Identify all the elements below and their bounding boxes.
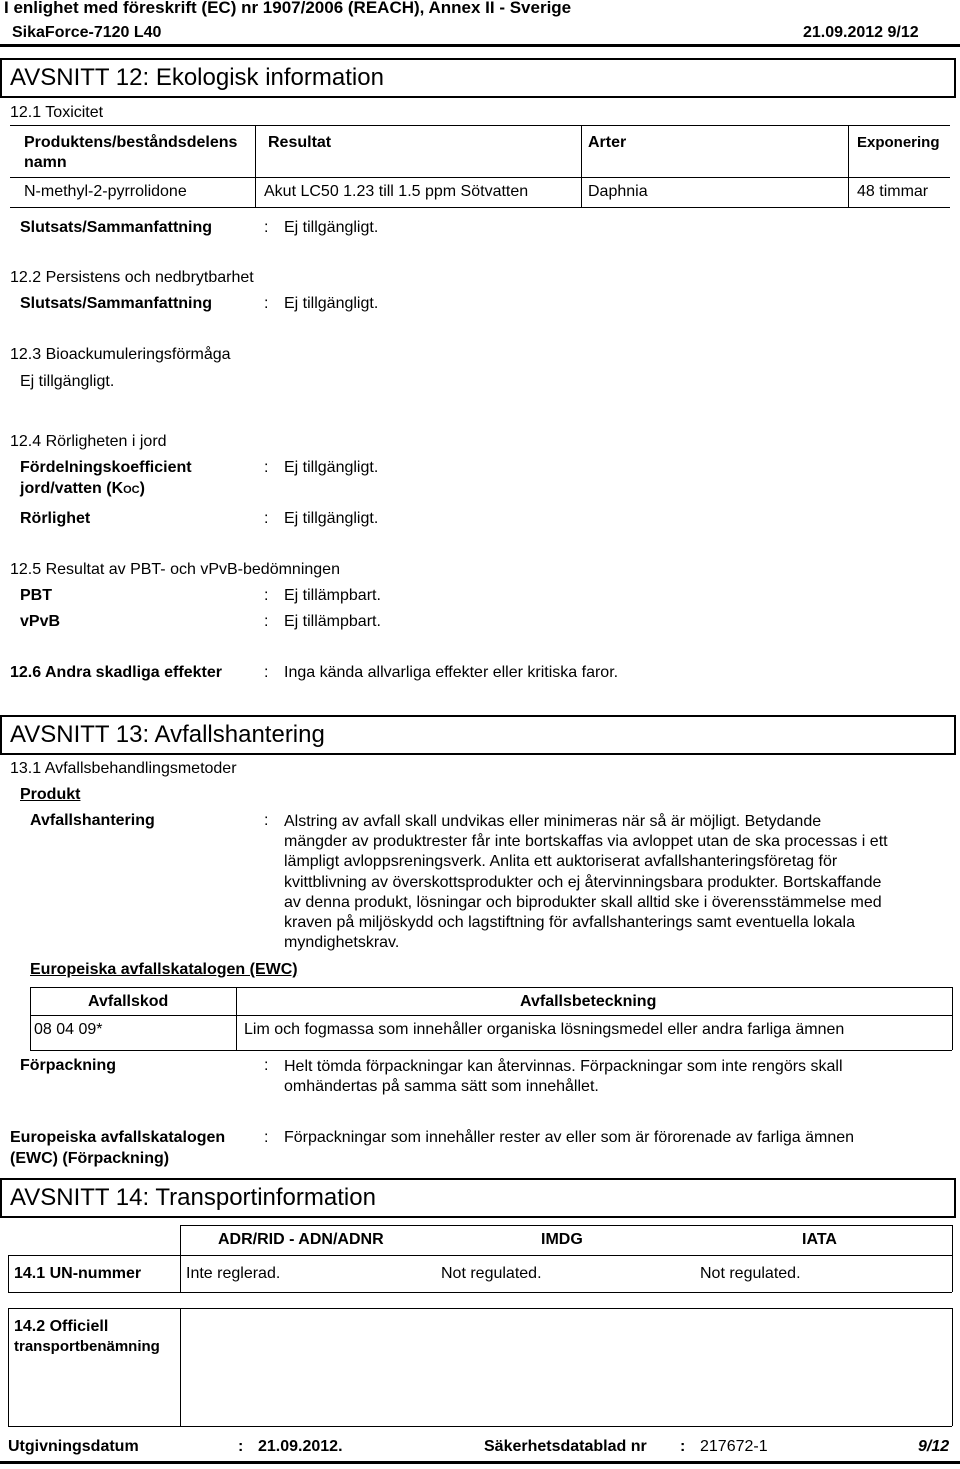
section-13-title: AVSNITT 13: Avfallshantering: [10, 721, 325, 748]
colon: :: [264, 1057, 269, 1074]
mobility-heading: 12.4 Rörligheten i jord: [10, 433, 167, 450]
vpvb-label: vPvB: [20, 613, 61, 630]
footer-rule: [0, 1461, 960, 1464]
cell-result: Akut LC50 1.23 till 1.5 ppm Sötvatten: [264, 183, 529, 200]
header-rule: [0, 44, 960, 47]
tox-summary-label: Slutsats/Sammanfattning: [20, 219, 213, 236]
col-name-2: namn: [24, 154, 67, 171]
transport-col-iata: IATA: [802, 1231, 837, 1248]
section-12-banner: [0, 58, 956, 98]
product-subheading: Produkt: [20, 786, 81, 803]
vpvb-value: Ej tillämpbart.: [284, 613, 381, 630]
disposal-line: lämpligt avloppsreningsverk. Anlita ett auktoriserat avfallshanteringsföretag för: [284, 853, 838, 871]
colon: :: [238, 1438, 244, 1455]
koc-label-line1: Fördelningskoefficient: [20, 459, 192, 476]
colon: :: [680, 1438, 686, 1455]
sds-number: 217672-1: [700, 1438, 768, 1455]
cell-exposure: 48 timmar: [857, 183, 929, 200]
ewc-code: 08 04 09*: [34, 1021, 103, 1038]
ewc-packaging-value: Förpackningar som innehåller rester av eller som är förorenade av farliga ämnen: [284, 1129, 855, 1146]
shipping-name-label-2: transportbenämning: [14, 1338, 160, 1355]
ewc-packaging-label-2: (EWC) (Förpackning): [10, 1150, 170, 1167]
col-species: Arter: [588, 134, 627, 151]
packaging-label: Förpackning: [20, 1057, 117, 1074]
disposal-line: kraven på miljöskydd och lagstiftning för avfallshanterings samt eventuella lokala: [284, 914, 855, 932]
shipping-name-label-1: 14.2 Officiell: [14, 1318, 109, 1335]
pbt-value: Ej tillämpbart.: [284, 587, 381, 604]
pbt-label: PBT: [20, 587, 52, 604]
packaging-line: omhändertas på samma sätt som innehållet.: [284, 1078, 599, 1096]
bioaccum-heading: 12.3 Bioackumuleringsförmåga: [10, 346, 231, 363]
colon: :: [264, 459, 269, 476]
ewc-col-code: Avfallskod: [88, 993, 169, 1010]
colon: :: [264, 219, 269, 236]
disposal-line: mängder av produktrester får inte bortskaffas via avloppet utan de ska processas i ett: [284, 833, 888, 851]
un-imdg-value: Not regulated.: [441, 1265, 542, 1282]
tox-summary-value: Ej tillgängligt.: [284, 219, 379, 236]
mobility-value: Ej tillgängligt.: [284, 510, 379, 527]
col-exposure: Exponering: [857, 134, 940, 151]
persistence-value: Ej tillgängligt.: [284, 295, 379, 312]
footer-page: 9/12: [918, 1438, 950, 1455]
section-14-title: AVSNITT 14: Transportinformation: [10, 1184, 376, 1211]
disposal-line: av denna produkt, lösningar och biprodukter skall alltid ske i överensstämmelse med: [284, 893, 882, 911]
pbt-heading: 12.5 Resultat av PBT- och vPvB-bedömningen: [10, 561, 340, 578]
disposal-text: [284, 812, 952, 953]
disposal-label: Avfallshantering: [30, 812, 155, 829]
un-adr-value: Inte reglerad.: [186, 1265, 281, 1282]
colon: :: [264, 510, 269, 527]
product-name: SikaForce-7120 L40: [12, 24, 162, 41]
ewc-col-desc: Avfallsbeteckning: [520, 993, 657, 1010]
colon: :: [264, 1129, 269, 1146]
disposal-line: myndighetskrav.: [284, 934, 400, 952]
other-effects-label: 12.6 Andra skadliga effekter: [10, 664, 222, 681]
cell-name: N-methyl-2-pyrrolidone: [24, 183, 187, 200]
colon: :: [264, 587, 269, 604]
persistence-label: Slutsats/Sammanfattning: [20, 295, 213, 312]
ewc-heading: Europeiska avfallskatalogen (EWC): [30, 961, 298, 978]
colon: :: [264, 812, 269, 829]
ewc-packaging-label-1: Europeiska avfallskatalogen: [10, 1129, 226, 1146]
colon: :: [264, 664, 269, 681]
toxicity-heading: 12.1 Toxicitet: [10, 104, 104, 121]
persistence-heading: 12.2 Persistens och nedbrytbarhet: [10, 269, 254, 286]
other-effects-value: Inga kända allvarliga effekter eller kritiska faror.: [284, 664, 619, 681]
disposal-line: kvittblivning av överskottsprodukter och ej återvinningsbara produkter. Bortskaffande: [284, 873, 882, 891]
koc-label-line2: jord/vatten (KOC): [20, 480, 145, 497]
transport-col-imdg: IMDG: [541, 1231, 583, 1248]
col-result: Resultat: [268, 134, 332, 151]
ewc-desc: Lim och fogmassa som innehåller organiska lösningsmedel eller andra farliga ämnen: [244, 1021, 845, 1038]
cell-species: Daphnia: [588, 183, 648, 200]
section-13-banner: [0, 715, 956, 755]
col-name-1: Produktens/beståndsdelens: [24, 134, 238, 151]
packaging-text: [284, 1057, 952, 1097]
mobility-label: Rörlighet: [20, 510, 91, 527]
un-iata-value: Not regulated.: [700, 1265, 801, 1282]
section-12-title: AVSNITT 12: Ekologisk information: [10, 64, 384, 91]
transport-col-adr: ADR/RID - ADN/ADNR: [218, 1231, 384, 1248]
bioaccum-value: Ej tillgängligt.: [20, 373, 115, 390]
issue-date-label: Utgivningsdatum: [8, 1438, 139, 1455]
colon: :: [264, 613, 269, 630]
un-number-label: 14.1 UN-nummer: [14, 1265, 142, 1282]
sds-number-label: Säkerhetsdatablad nr: [484, 1438, 647, 1455]
packaging-line: Helt tömda förpackningar kan återvinnas. Förpackningar som inte rengörs skall: [284, 1058, 843, 1075]
colon: :: [264, 295, 269, 312]
regulation-header: I enlighet med föreskrift (EC) nr 1907/2006 (REACH), Annex II - Sverige: [4, 0, 572, 17]
date-page: 21.09.2012 9/12: [803, 24, 919, 41]
section-14-banner: [0, 1178, 956, 1218]
waste-methods-heading: 13.1 Avfallsbehandlingsmetoder: [10, 760, 237, 777]
issue-date: 21.09.2012.: [258, 1438, 343, 1455]
koc-value: Ej tillgängligt.: [284, 459, 379, 476]
disposal-line: Alstring av avfall skall undvikas eller minimeras när så är möjligt. Betydande: [284, 813, 822, 830]
